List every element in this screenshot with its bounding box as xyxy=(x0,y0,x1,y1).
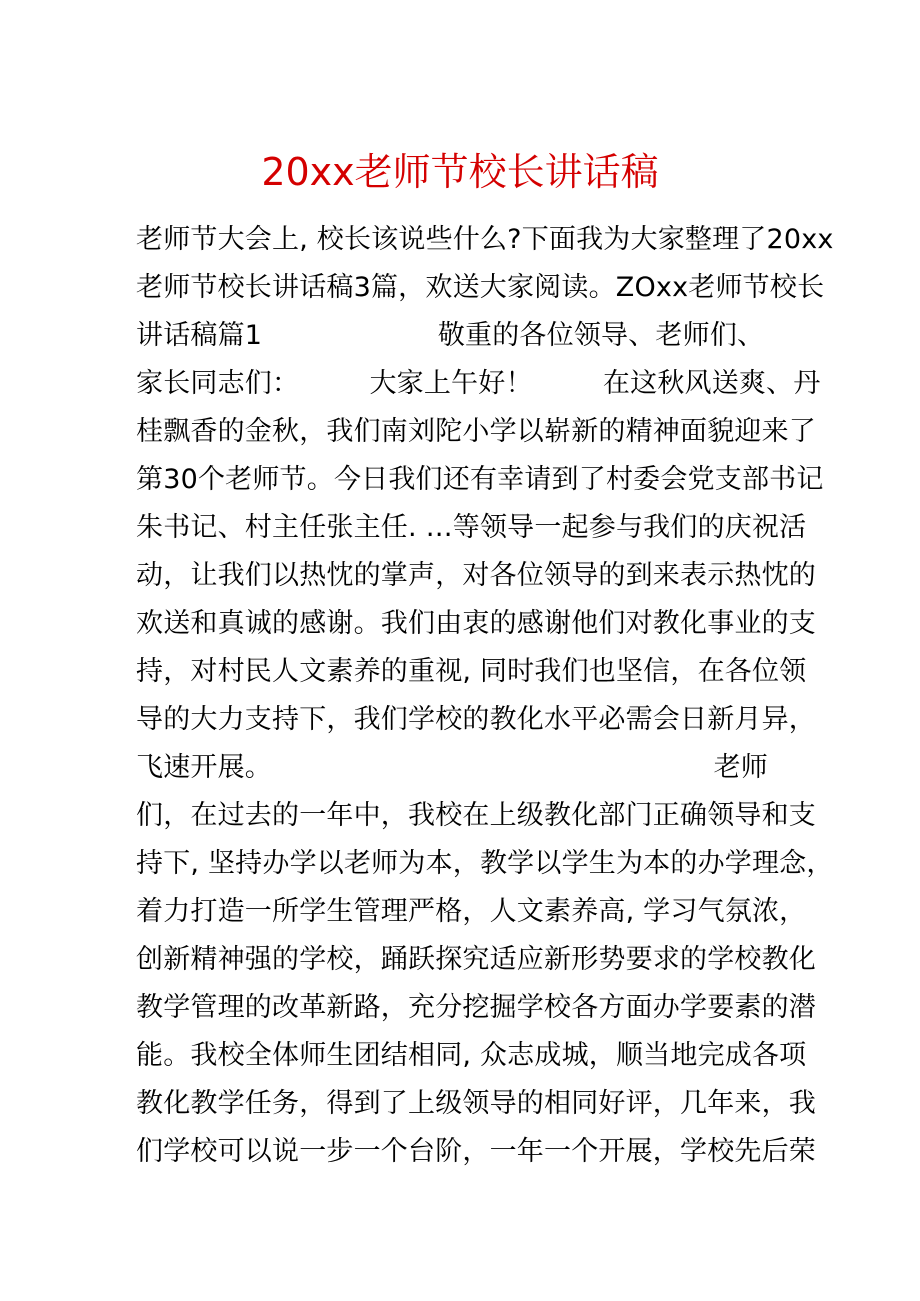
paragraph-line: 教学管理的改革新路，充分挖掘学校各方面办学要素的潜 xyxy=(136,992,816,1023)
paragraph-line: 动，让我们以热忱的掌声，对各位领导的到来表示热忱的 xyxy=(136,560,816,591)
paragraph-line: 讲话稿篇1 敬重的各位领导、老师们、 xyxy=(136,320,765,351)
paragraph-line: 朱书记、村主任张主任. …等领导一起参与我们的庆祝活 xyxy=(136,512,807,543)
paragraph-line xyxy=(136,744,796,792)
paragraph-line-start: 飞速开展。 xyxy=(136,752,272,783)
paragraph-line: 们，在过去的一年中，我校在上级教化部门正确领导和支 xyxy=(136,800,816,831)
paragraph-line: 老师节校长讲话稿3篇，欢送大家阅读。ZOxx老师节校长 xyxy=(136,272,825,303)
paragraph-line: 着力打造一所学生管理严格，人文素养高, 学习气氛浓， xyxy=(136,896,807,927)
paragraph-line-tail: 老师 xyxy=(713,752,768,783)
body-text xyxy=(136,216,834,1176)
paragraph-line: 桂飘香的金秋，我们南刘陀小学以崭新的精神面貌迎来了 xyxy=(136,416,816,447)
paragraph-line: 持，对村民人文素养的重视, 同时我们也坚信，在各位领 xyxy=(136,656,807,687)
paragraph-line: 能。我校全体师生团结相同, 众志成城，顺当地完成各项 xyxy=(136,1040,807,1071)
paragraph-line: 导的大力支持下，我们学校的教化水平必需会日新月异， xyxy=(136,704,816,735)
paragraph-line: 教化教学任务，得到了上级领导的相同好评，几年来，我 xyxy=(136,1088,816,1119)
paragraph-line: 老师节大会上, 校长该说些什么?下面我为大家整理了20xx xyxy=(136,224,834,255)
paragraph-line: 们学校可以说一步一个台阶，一年一个开展，学校先后荣 xyxy=(136,1136,816,1167)
paragraph-line: 创新精神强的学校，踊跃探究适应新形势要求的学校教化 xyxy=(136,944,816,975)
paragraph-line: 第30个老师节。今日我们还有幸请到了村委会党支部书记 xyxy=(136,464,824,495)
page-title: 20xx老师节校长讲话稿 xyxy=(261,150,659,194)
paragraph-line: 家长同志们： 大家上午好！ 在这秋风送爽、丹 xyxy=(136,368,821,399)
paragraph-line: 持下, 坚持办学以老师为本，教学以学生为本的办学理念， xyxy=(136,848,834,879)
paragraph-line: 欢送和真诚的感谢。我们由衷的感谢他们对教化事业的支 xyxy=(136,608,816,639)
